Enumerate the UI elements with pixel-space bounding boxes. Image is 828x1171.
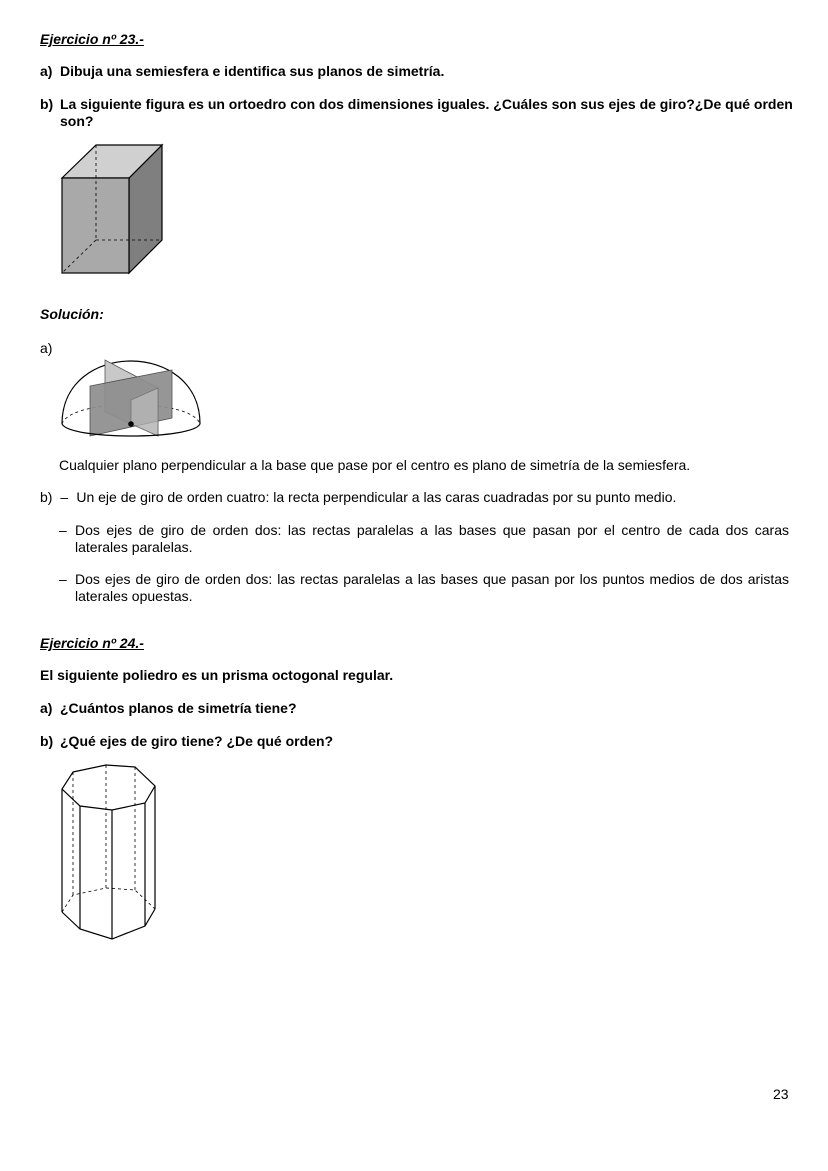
dash-1: – <box>60 489 69 505</box>
solution-b2-text: Dos ejes de giro de orden dos: las rectas paralelas a las bases que pasan por el centro de cada dos caras laterales paralelas. <box>75 522 789 555</box>
exercise-23-question-a <box>40 63 444 80</box>
question-b-label: b) <box>40 733 54 749</box>
exercise-24-title: Ejercicio nº 24.- <box>40 635 144 651</box>
question-b-text: La siguiente figura es un ortoedro con dos dimensiones iguales. ¿Cuáles son sus ejes de giro?¿De qué orden son? <box>60 96 793 129</box>
dash-2: – <box>59 522 67 538</box>
exercise-24-question-a <box>40 700 297 717</box>
exercise-23-title: Ejercicio nº 23.- <box>40 31 144 47</box>
exercise-24-question-b <box>40 733 333 750</box>
question-a-label: a) <box>40 700 53 716</box>
solution-a-text: Cualquier plano perpendicular a la base que pase por el centro es plano de simetría de la semiesfera. <box>59 457 691 473</box>
dash-3: – <box>59 571 67 587</box>
question-a-text: ¿Cuántos planos de simetría tiene? <box>60 700 297 716</box>
solution-heading: Solución: <box>40 306 104 322</box>
solution-b-label: b) <box>40 489 53 505</box>
solution-b2 <box>59 522 789 556</box>
page-number: 23 <box>773 1086 789 1102</box>
question-b-label: b) <box>40 96 54 112</box>
question-a-text: Dibuja una semiesfera e identifica sus planos de simetría. <box>60 63 445 79</box>
solution-b3-text: Dos ejes de giro de orden dos: las rectas paralelas a las bases que pasan por los puntos medios de dos aristas laterales opuestas. <box>75 571 789 604</box>
exercise-24-intro: El siguiente poliedro es un prisma octogonal regular. <box>40 667 394 683</box>
solution-b3 <box>59 571 789 605</box>
question-b-text: ¿Qué ejes de giro tiene? ¿De qué orden? <box>60 733 334 749</box>
question-a-label: a) <box>40 63 53 79</box>
exercise-23-question-b <box>40 96 800 130</box>
solution-b1-text: Un eje de giro de orden cuatro: la recta perpendicular a las caras cuadradas por su punto medio. <box>76 489 677 505</box>
solution-a-label: a) <box>40 340 53 356</box>
solution-b1 <box>40 489 676 506</box>
